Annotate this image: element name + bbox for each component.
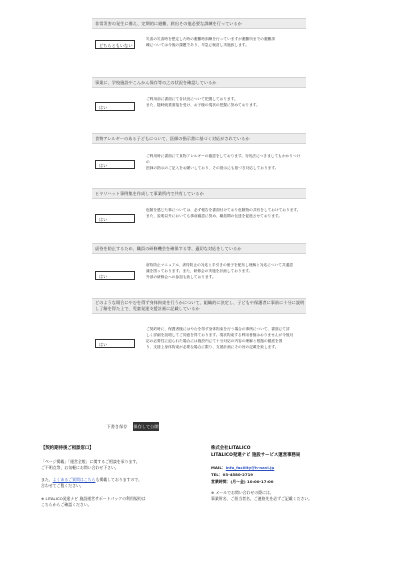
question-block-5: [92, 243, 306, 294]
contact-right-note: ※ メールでお問い合わせの際には、 事業所名、ご担当者名、ご連絡先を必ずご記載ください。: [211, 490, 313, 501]
question-title-6: どのような場合にやむを得ず身体拘束を行うかについて、組織的に決定し、子どもや保護者に事前に十分に説明し了解を得た上で、児童発達支援計画に記載しているか: [92, 298, 306, 314]
answer-detail-4[interactable]: 危険を感じた事については、必ず報告を書面付けており危険物の共有をしておけております。 また、説明以外においても事前確認に努め、職員間の伝達を促進させております。: [146, 208, 301, 218]
answer-detail-2[interactable]: ご利用前に書面にて各状況について把握しております。 また、随時就業面接を受け、お子様の現状の把握に努めております。: [146, 97, 260, 107]
company-name: 株式会社LITALICO: [211, 446, 251, 451]
answer-field-4[interactable]: はい: [95, 214, 135, 223]
question-title-3: 食物アレルギーのある子どもについて、医師の指示書に基づく対応がされているか: [92, 133, 306, 144]
contact-mail: MAIL：info_facility@h-navi.jp: [211, 465, 275, 470]
question-block-3: [92, 133, 306, 174]
answer-field-5[interactable]: はい: [95, 271, 135, 280]
answer-field-3[interactable]: はい: [95, 160, 135, 169]
answer-detail-6[interactable]: ご契約時に、保護者様にはやむを得ず身体拘束を行う場合の事例について、書面にて詳 しく詳細を説明してご同意を得ております。現状拘束する利用者様はおりませんが今後対 応の必要性に迫られた場合には施設内にて十分対応の内容の理解と根拠の徹底を図 り、支援上身体拘束が必要な場合に限り、支援計画にその旨の記載を致します。: [146, 327, 294, 349]
answer-detail-1[interactable]: 災害の災害時を想定した時の避難時訓練を行っていますが避難所までの避難訓 練については今後の課題であり、早急に検討し実施致します。: [146, 37, 276, 47]
answer-detail-3[interactable]: ご利用時に書面にて食物アレルギーの確認をしております。対処法につきましてもかかりつけの 医師の指示のご記入をお願いしており、その指示にも基づき対応しております。: [146, 154, 301, 170]
question-block-1: [92, 18, 306, 59]
answer-detail-5[interactable]: 虐待防止マニュアル、虐待防止の対応と手引きの冊子を配布し理解と対応について共通認 識を図っております。また、研修会の実施を計画しております。 外部の研修会への参加も致しております。: [146, 263, 293, 279]
question-title-2: 事業に、学校施設やこんかん保存等の之の状況を確認しているか: [92, 77, 306, 88]
question-title-5: 虐待を防止するため、職員の研修機会を確保する等、適切な対応をしているか: [92, 243, 306, 254]
contact-left-faq: また、よくあるご質問はこちらも掲載しておりますので、 合わせてご覧ください。: [41, 477, 143, 488]
contact-tel: TEL：03-4580-2719: [211, 472, 253, 477]
question-title-4: ヒヤリハット事例集を作成して事業所内で共有しているか: [92, 188, 306, 199]
question-block-6: [92, 298, 306, 360]
question-title-1: 非常災害の発生に備え、定期的に避難、救出その他必要な訓練を行っているか: [92, 18, 306, 29]
contact-left-title: 【契約期待後ご相談窓口】: [41, 446, 94, 451]
answer-field-6[interactable]: はい: [95, 339, 135, 348]
terms-link[interactable]: こちらからご確認ください。: [41, 502, 92, 507]
business-hours: 営業時間：(月〜金) 10:00-17:00: [211, 479, 274, 484]
contact-left-desc: 「ページ掲載」「運営全般」に関するご相談を承ります。 ご不明点等、お気軽にお問い合わせ下さい。: [41, 459, 140, 470]
question-block-2: [92, 77, 306, 118]
answer-field-1[interactable]: どちらともいない: [95, 40, 135, 49]
question-block-4: [92, 188, 306, 229]
mail-link[interactable]: info_facility@h-navi.jp: [225, 465, 275, 470]
contact-left-note: ※ LITALICO発達ナビ 施設運営サポートパックの利用規約は こちらからご確認ください。: [41, 496, 146, 507]
office-name: LITALICO発達ナビ 施設サービス運営事務局: [211, 453, 301, 458]
answer-field-2[interactable]: はい: [95, 102, 135, 111]
faq-link[interactable]: よくあるご質問はこちら: [52, 477, 96, 482]
save-publish-button[interactable]: 保存して公開: [133, 424, 159, 429]
save-draft-button[interactable]: 下書き保存: [106, 424, 128, 429]
